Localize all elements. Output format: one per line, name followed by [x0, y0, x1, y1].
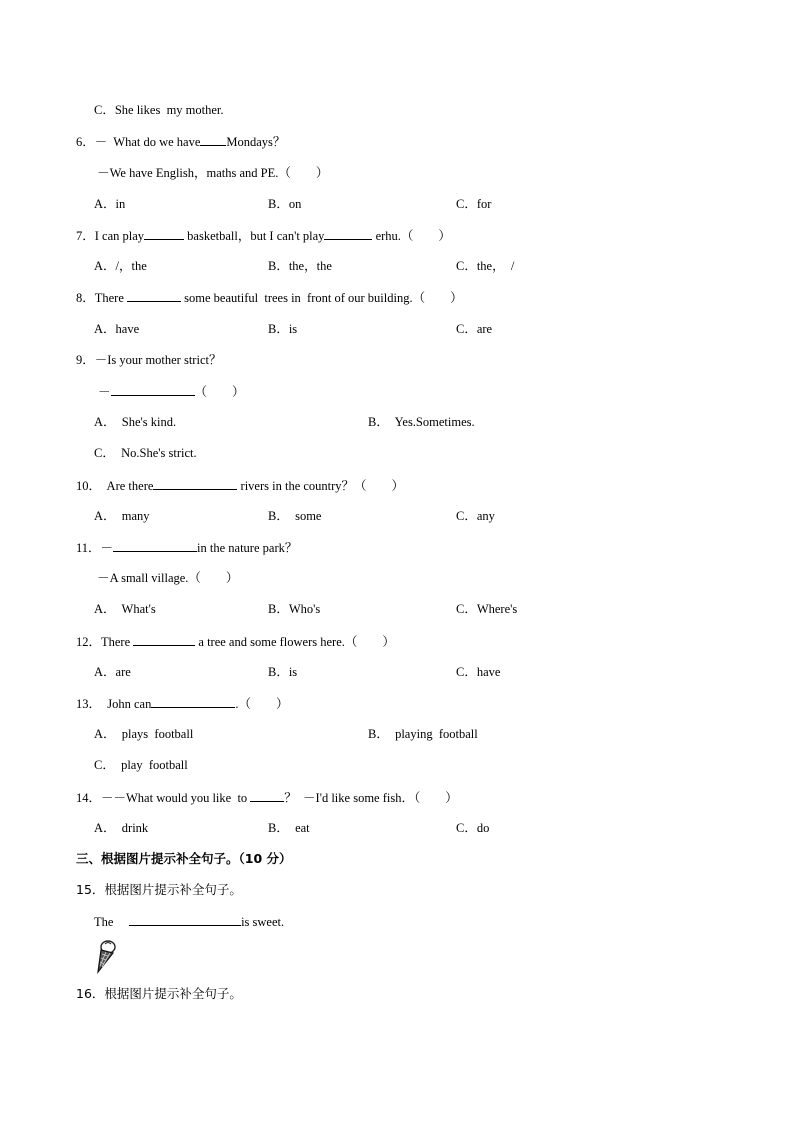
q10-blank[interactable]	[153, 477, 237, 490]
q6-answer-line: －We have English，maths and PE.（ ）	[94, 166, 329, 180]
q12-option-a: A．are	[94, 665, 131, 679]
q11-option-a: A． What's	[94, 602, 156, 616]
q9-option-b: B． Yes.Sometimes.	[368, 415, 475, 429]
q14-text-b: ？ －I'd like some fish．（ ）	[284, 791, 458, 805]
q7-blank-2[interactable]	[324, 227, 372, 240]
q14-option-b: B． eat	[268, 821, 310, 835]
q12-text-a: 12．There	[76, 635, 134, 649]
q14-option-c: C．do	[456, 821, 490, 835]
q11-option-b: B．Who's	[268, 602, 321, 616]
q9-blank[interactable]	[111, 383, 195, 396]
q9-answer-line	[98, 383, 245, 400]
q11-text-b: in the nature park？	[197, 541, 298, 555]
q7-text-a: 7．I can play	[76, 229, 145, 243]
q14-option-a: A． drink	[94, 821, 149, 835]
q15-text-a: The	[94, 915, 130, 929]
q7-option-b: B．the，the	[268, 259, 332, 273]
q14-blank[interactable]	[250, 789, 284, 802]
q13-stem	[76, 695, 288, 712]
q5-option-c: C．She likes my mother.	[94, 103, 224, 117]
q12-text-b: a tree and some flowers here.（ ）	[195, 635, 395, 649]
section-heading: 三、根据图片提示补全句子。（10 分）	[76, 851, 292, 866]
q10-stem	[76, 477, 404, 494]
q6-blank[interactable]	[200, 133, 226, 146]
q12-option-c: C．have	[456, 665, 501, 679]
q11-text-a: 11．－	[76, 541, 114, 555]
q10-option-a: A． many	[94, 509, 150, 523]
q13-option-a: A． plays football	[94, 727, 194, 741]
q11-stem	[76, 539, 297, 556]
q6-text-a: 6．－ What do we have	[76, 135, 201, 149]
q9-paren: （ ）	[194, 385, 245, 399]
q9-option-c: C． No.She's strict.	[94, 446, 197, 460]
q12-option-b: B．is	[268, 665, 298, 679]
q7-text-c: erhu.（ ）	[372, 229, 451, 243]
q8-option-a: A．have	[94, 322, 140, 336]
q9-option-a: A． She's kind.	[94, 415, 177, 429]
q10-text-b: rivers in the country？（ ）	[237, 479, 405, 493]
q6-option-c: C．for	[456, 197, 492, 211]
q15-sentence	[94, 913, 284, 930]
q7-blank-1[interactable]	[144, 227, 184, 240]
q15-text-b: is sweet.	[241, 915, 285, 929]
q16-stem: 16．根据图片提示补全句子。	[76, 986, 242, 1001]
q6-text-b: Mondays？	[226, 135, 286, 149]
q7-option-c: C．the， /	[456, 259, 515, 273]
q13-blank[interactable]	[151, 695, 235, 708]
q13-text-a: 13． John can	[76, 697, 152, 711]
q7-stem	[76, 227, 451, 244]
q6-option-b: B．on	[268, 197, 302, 211]
q7-text-b: basketball，but I can't play	[184, 229, 325, 243]
q8-option-c: C．are	[456, 322, 493, 336]
q8-stem	[76, 289, 463, 306]
q9-dash: －	[98, 385, 111, 399]
q9-stem: 9．－Is your mother strict？	[76, 353, 222, 367]
q12-stem	[76, 633, 395, 650]
q11-answer-line: －A small village.（ ）	[94, 571, 239, 585]
q14-stem	[76, 789, 458, 806]
q6-option-a: A．in	[94, 197, 126, 211]
q8-blank[interactable]	[127, 289, 181, 302]
q13-text-b: .（ ）	[235, 697, 289, 711]
q11-blank[interactable]	[113, 539, 197, 552]
q11-option-c: C．Where's	[456, 602, 518, 616]
q13-option-c: C． play football	[94, 758, 188, 772]
q14-text-a: 14．－－What would you like to	[76, 791, 251, 805]
q15-stem: 15．根据图片提示补全句子。	[76, 882, 242, 897]
q10-option-c: C．any	[456, 509, 495, 523]
q8-option-b: B．is	[268, 322, 298, 336]
q7-option-a: A．/，the	[94, 259, 147, 273]
ice-cream-icon	[92, 940, 118, 974]
q13-option-b: B． playing football	[368, 727, 478, 741]
q8-text-a: 8．There	[76, 291, 128, 305]
q8-text-b: some beautiful trees in front of our building.（ ）	[181, 291, 463, 305]
q10-text-a: 10． Are there	[76, 479, 154, 493]
q10-option-b: B． some	[268, 509, 322, 523]
q15-blank[interactable]	[129, 913, 241, 926]
q12-blank[interactable]	[133, 633, 195, 646]
q6-stem	[76, 133, 285, 150]
